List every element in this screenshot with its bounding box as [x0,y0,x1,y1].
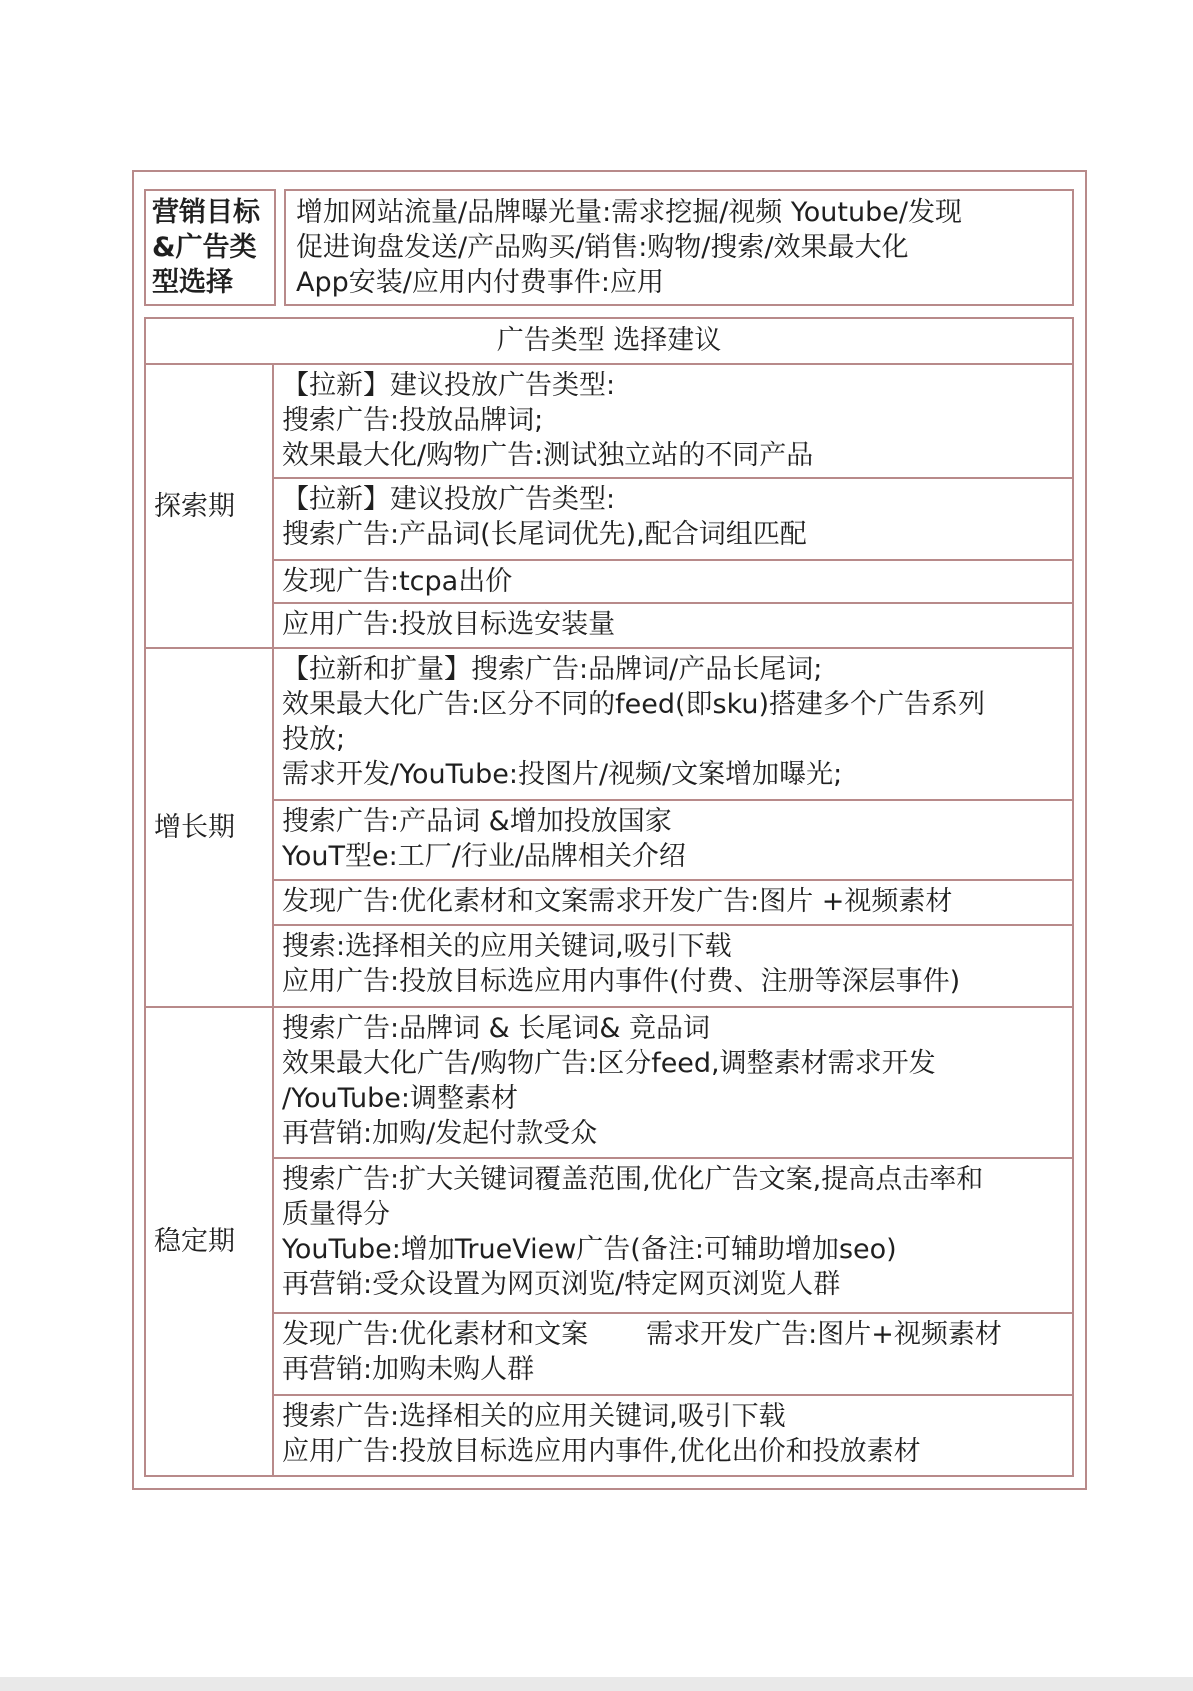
goal-label-line: 营销目标 [152,197,260,228]
cell-line: 投放; [282,724,346,755]
cell-line: 搜索广告:产品词(长尾词优先),配合词组匹配 [282,519,807,550]
table-cell [273,1158,1073,1313]
cell-line: 需求开发/YouTube:投图片/视频/文案增加曝光; [282,759,843,790]
cell-line: 搜索广告:扩大关键词覆盖范围,优化广告文案,提高点击率和 [282,1164,984,1195]
goal-label-line: &广告类 [152,232,257,263]
table-cell [273,603,1073,648]
cell-line: 再营销:加购未购人群 [282,1354,535,1385]
cell-line: 质量得分 [282,1199,390,1230]
cell-line: 搜索广告:投放品牌词; [282,405,544,436]
table-cell [273,648,1073,800]
cell-text: 需求开发广告:图片+视频素材 [646,1319,1002,1350]
table-cell [273,478,1073,560]
cell-line: 发现广告:tcpa出价 [282,566,513,597]
cell-line: 搜索广告:品牌词 & 长尾词& 竞品词 [282,1013,710,1044]
cell-text: 发现广告:优化素材和文案 [282,1319,589,1350]
cell-line: 效果最大化广告/购物广告:区分feed,调整素材需求开发 [282,1048,936,1079]
table-cell [273,1007,1073,1158]
cell-line: YouT型e:工厂/行业/品牌相关介绍 [282,841,686,872]
cell-line: 搜索:选择相关的应用关键词,吸引下载 [282,931,732,962]
table-cell [273,1395,1073,1476]
cell-line: 应用广告:投放目标选应用内事件(付费、注册等深层事件) [282,966,961,997]
cell-line: 应用广告:投放目标选应用内事件,优化出价和投放素材 [282,1436,921,1467]
phase-growth: 增长期 [145,648,273,1007]
cell-line: /YouTube:调整素材 [282,1083,518,1114]
phase-explore: 探索期 [145,364,273,648]
goal-label [145,190,275,305]
cell-line: 【拉新和扩量】搜索广告:品牌词/产品长尾词; [282,654,823,685]
table-cell [273,1313,1073,1395]
goal-line: 增加网站流量/品牌曝光量:需求挖掘/视频 Youtube/发现 [296,197,962,228]
cell-line: 搜索广告:产品词 &增加投放国家 [282,806,672,837]
cell-line: YouTube:增加TrueView广告(备注:可辅助增加seo) [282,1234,897,1265]
table-cell [273,925,1073,1007]
table-cell [273,364,1073,478]
cell-line: 【拉新】建议投放广告类型: [282,370,616,401]
table-cell [273,560,1073,603]
cell-line: 【拉新】建议投放广告类型: [282,484,616,515]
table-cell [273,880,1073,925]
cell-line: 发现广告:优化素材和文案需求开发广告:图片 +视频素材 [282,886,953,917]
goal-line: 促进询盘发送/产品购买/销售:购物/搜索/效果最大化 [296,232,909,263]
goal-gap [275,190,285,305]
cell-line: 再营销:受众设置为网页浏览/特定网页浏览人群 [282,1269,841,1300]
phase-stable: 稳定期 [145,1007,273,1476]
table-cell [273,800,1073,880]
page-bottom-bar [0,1677,1193,1691]
cell-line: 效果最大化/购物广告:测试独立站的不同产品 [282,440,814,471]
table-header: 广告类型 选择建议 [145,318,1073,364]
cell-line [282,1317,1064,1352]
cell-line: 应用广告:投放目标选安装量 [282,609,616,640]
goal-line: App安装/应用内付费事件:应用 [296,267,664,298]
goal-content [285,190,1073,305]
cell-line: 再营销:加购/发起付款受众 [282,1118,598,1149]
goal-label-line: 型选择 [152,267,233,298]
cell-line: 搜索广告:选择相关的应用关键词,吸引下载 [282,1401,786,1432]
cell-line: 效果最大化广告:区分不同的feed(即sku)搭建多个广告系列 [282,689,986,720]
goal-table [144,189,1074,306]
ad-type-table [144,317,1074,1477]
